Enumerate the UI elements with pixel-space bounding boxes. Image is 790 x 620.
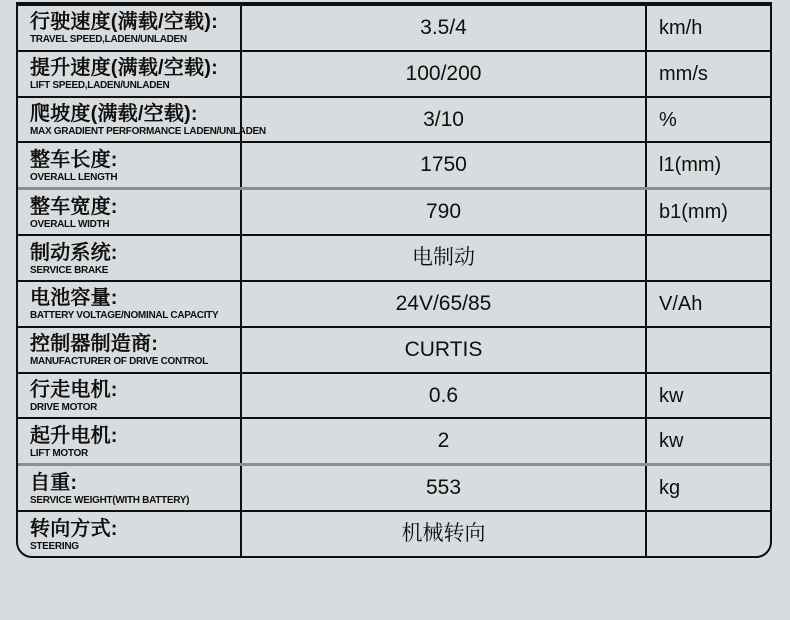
spec-table — [16, 2, 772, 558]
spec-label-en: SERVICE WEIGHT(WITH BATTERY) — [30, 494, 190, 506]
spec-label-en: MAX GRADIENT PERFORMANCE LADEN/UNLADEN — [30, 126, 266, 138]
spec-unit-cell: % — [659, 108, 677, 131]
spec-label-zh: 提升速度(满载/空载): — [30, 57, 218, 80]
spec-label-en: BATTERY VOLTAGE/NOMINAL CAPACITY — [30, 310, 219, 322]
spec-row — [18, 234, 770, 280]
spec-unit-cell: kw — [659, 430, 684, 453]
spec-label-cell — [18, 143, 242, 187]
spec-label-cell — [18, 374, 242, 418]
spec-unit-cell — [647, 328, 770, 372]
spec-row — [18, 372, 770, 418]
spec-value-cell: 2 — [242, 419, 647, 463]
spec-label-cell — [18, 419, 242, 463]
spec-row — [18, 141, 770, 187]
spec-unit-cell — [647, 512, 770, 556]
spec-row — [18, 417, 770, 463]
spec-label-cell — [18, 6, 242, 50]
spec-label-cell — [18, 282, 242, 326]
spec-label-zh: 起升电机: — [30, 424, 118, 447]
spec-label-zh: 制动系统: — [30, 241, 118, 264]
spec-label-en: LIFT SPEED,LADEN/UNLADEN — [30, 80, 170, 92]
spec-unit-cell: km/h — [659, 16, 703, 39]
spec-unit-cell: mm/s — [659, 62, 708, 85]
spec-label-cell — [18, 236, 242, 280]
spec-unit-cell: b1(mm) — [659, 201, 728, 224]
spec-label-en: DRIVE MOTOR — [30, 402, 98, 414]
spec-row — [18, 187, 770, 234]
spec-label-en: OVERALL WIDTH — [30, 218, 110, 230]
spec-row — [18, 50, 770, 96]
spec-value-cell: 机械转向 — [242, 512, 647, 556]
spec-label-zh: 自重: — [30, 471, 78, 494]
spec-row — [18, 280, 770, 326]
spec-value-cell: 100/200 — [242, 52, 647, 96]
spec-value-cell: 790 — [242, 190, 647, 234]
spec-row — [18, 4, 770, 50]
spec-label-cell — [18, 190, 242, 234]
spec-label-cell — [18, 512, 242, 556]
spec-label-en: OVERALL LENGTH — [30, 171, 118, 183]
spec-unit-cell — [647, 236, 770, 280]
spec-value-cell: 3.5/4 — [242, 6, 647, 50]
spec-label-en: TRAVEL SPEED,LADEN/UNLADEN — [30, 34, 187, 46]
spec-label-cell — [18, 98, 266, 142]
spec-label-zh: 控制器制造商: — [30, 333, 159, 356]
spec-row — [18, 463, 770, 510]
spec-unit-cell: kg — [659, 477, 681, 500]
spec-label-zh: 行走电机: — [30, 379, 118, 402]
spec-label-cell — [18, 328, 242, 372]
spec-unit-cell: l1(mm) — [659, 154, 722, 177]
spec-value-cell: CURTIS — [242, 328, 647, 372]
spec-row — [18, 510, 770, 556]
spec-value-cell: 电制动 — [242, 236, 647, 280]
spec-value-cell: 553 — [242, 466, 647, 510]
spec-unit-cell: kw — [659, 384, 684, 407]
spec-value-cell: 1750 — [242, 143, 647, 187]
spec-label-zh: 电池容量: — [30, 287, 118, 310]
spec-value-cell: 3/10 — [242, 98, 647, 142]
spec-unit-cell: V/Ah — [659, 292, 703, 315]
spec-label-en: LIFT MOTOR — [30, 447, 88, 459]
spec-label-zh: 整车宽度: — [30, 195, 118, 218]
spec-label-cell — [18, 466, 242, 510]
spec-row — [18, 326, 770, 372]
spec-label-en: MANUFACTURER OF DRIVE CONTROL — [30, 356, 208, 368]
spec-value-cell: 24V/65/85 — [242, 282, 647, 326]
spec-label-cell — [18, 52, 242, 96]
spec-value-cell: 0.6 — [242, 374, 647, 418]
spec-label-en: STEERING — [30, 540, 79, 552]
spec-label-en: SERVICE BRAKE — [30, 264, 109, 276]
spec-label-zh: 行驶速度(满载/空载): — [30, 11, 218, 34]
spec-label-zh: 爬坡度(满载/空载): — [30, 103, 198, 126]
spec-label-zh: 整车长度: — [30, 148, 118, 171]
spec-label-zh: 转向方式: — [30, 517, 118, 540]
spec-row — [18, 96, 770, 142]
